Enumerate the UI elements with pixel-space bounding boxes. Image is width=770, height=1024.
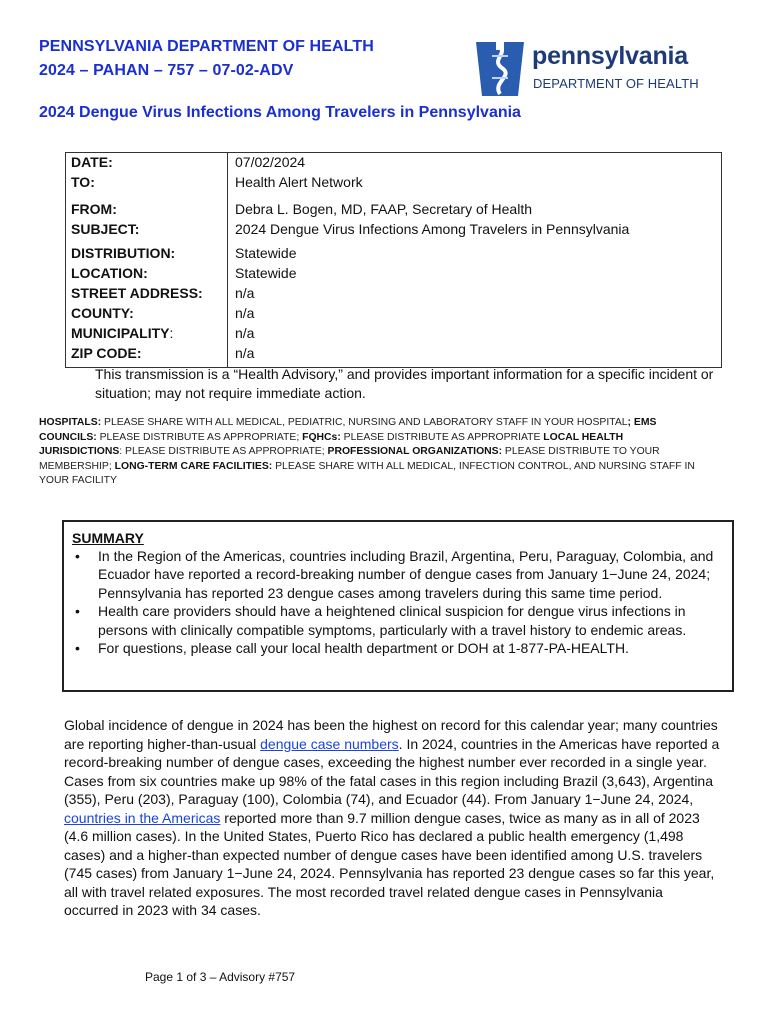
street-address-value: n/a [235, 285, 255, 301]
advisory-number: 2024 – PAHAN – 757 – 07-02-ADV [39, 62, 294, 79]
distribution-instructions: HOSPITALS: PLEASE SHARE WITH ALL MEDICAL, PEDIATRIC, NURSING AND LABORATORY STAFF IN YOUR HOSPITAL; EMS COUNCILS: PLEASE DISTRIBUTE AS APPROPRIATE; FQHCs: PLEASE DISTRIBUTE AS APPROPRIATE LOCAL HEALTH JURISDICTIONS: PLEASE DISTRIBUTE AS APPROPRIATE; PROFESSIONAL ORGANIZATIONS: PLEASE DISTRIBUTE TO YOUR MEMBERSHIP; LONG-TERM CARE FACILITIES: PLEASE SHARE WITH ALL MEDICAL, INFECTION CONTROL, AND NURSING STAFF IN YOUR FACILITY [39, 417, 695, 487]
summary-box [62, 520, 734, 692]
body-paragraph: Global incidence of dengue in 2024 has been the highest on record for this calendar year; many countries are reporting higher-than-usual dengue case numbers. In 2024, countries in the Americas have reported a record-breaking number of dengue cases, exceeding the highest number ever recorded in a single year. Cases from six countries make up 98% of the fatal cases in this region including Brazil (3,643), Argentina (355), Peru (203), Paraguay (100), Colombia (74), and Ecuador (44). From January 1−June 24, 2024, countries in the Americas reported more than 9.7 million dengue cases, twice as many as in all of 2023 (4.6 million cases). In the United States, Puerto Rico has declared a public health emergency (1,498 cases) and a higher-than expected number of dengue cases have been identified among U.S. travelers (745 cases) from January 1−June 24, 2024. Pennsylvania has reported 23 dengue cases so far this year, all with travel related exposures. The most recorded travel related dengue cases in Pennsylvania occurred in 2023 with 34 cases. [64, 717, 720, 918]
page-footer: Page 1 of 3 – Advisory #757 [145, 970, 296, 984]
location-value: Statewide [235, 265, 297, 281]
county-value: n/a [235, 305, 255, 321]
summary-list [72, 547, 714, 657]
subject-value: 2024 Dengue Virus Infections Among Travelers in Pennsylvania [235, 221, 630, 237]
summary-item: • In the Region of the Americas, countries including Brazil, Argentina, Peru, Paraguay, Colombia, and Ecuador have reported a record-breaking number of dengue cases from January 1−June 24, 2024; Pennsylvania has reported 23 dengue cases among travelers during this same time period. [75, 548, 714, 601]
subject-label: SUBJECT: [71, 221, 140, 237]
summary-item: • For questions, please call your local health department or DOH at 1-877-PA-HEALTH. [75, 640, 629, 657]
distribution-label: DISTRIBUTION: [71, 245, 176, 261]
logo-wordmark: pennsylvania [532, 42, 688, 70]
department-header: PENNSYLVANIA DEPARTMENT OF HEALTH [39, 38, 374, 55]
advisory-title: 2024 Dengue Virus Infections Among Travelers in Pennsylvania [39, 104, 521, 121]
dengue-case-numbers-link[interactable]: dengue case numbers [260, 735, 399, 752]
summary-item: • Health care providers should have a heightened clinical suspicion for dengue virus infections in persons with clinically compatible symptoms, particularly with a travel history to endemic areas. [75, 603, 687, 638]
logo-subtitle: DEPARTMENT OF HEALTH [533, 76, 699, 91]
municipality-label: MUNICIPALITY: [71, 325, 174, 341]
distribution-value: Statewide [235, 245, 297, 261]
transmission-note: This transmission is a “Health Advisory,” and provides important information for a specific incident or situation; may not require immediate action. [95, 366, 714, 401]
countries-in-americas-link[interactable]: countries in the Americas [64, 809, 221, 826]
date-value: 07/02/2024 [235, 154, 306, 170]
bullet-icon: • [75, 548, 80, 564]
summary-title: SUMMARY [72, 530, 144, 546]
memo-divider [227, 153, 228, 367]
municipality-value: n/a [235, 325, 255, 341]
to-label: TO: [71, 174, 95, 190]
from-value: Debra L. Bogen, MD, FAAP, Secretary of Health [235, 201, 533, 217]
date-label: DATE: [71, 154, 113, 170]
from-label: FROM: [71, 201, 117, 217]
county-label: COUNTY: [71, 305, 134, 321]
keystone-icon [470, 38, 530, 100]
street-address-label: STREET ADDRESS: [71, 285, 203, 301]
bullet-icon: • [75, 640, 80, 657]
bullet-icon: • [75, 603, 80, 620]
to-value: Health Alert Network [235, 174, 363, 190]
location-label: LOCATION: [71, 265, 148, 281]
zip-code-value: n/a [235, 345, 255, 361]
pa-health-logo [470, 38, 710, 100]
memo-header-table [65, 152, 722, 368]
zip-code-label: ZIP CODE: [71, 345, 142, 361]
